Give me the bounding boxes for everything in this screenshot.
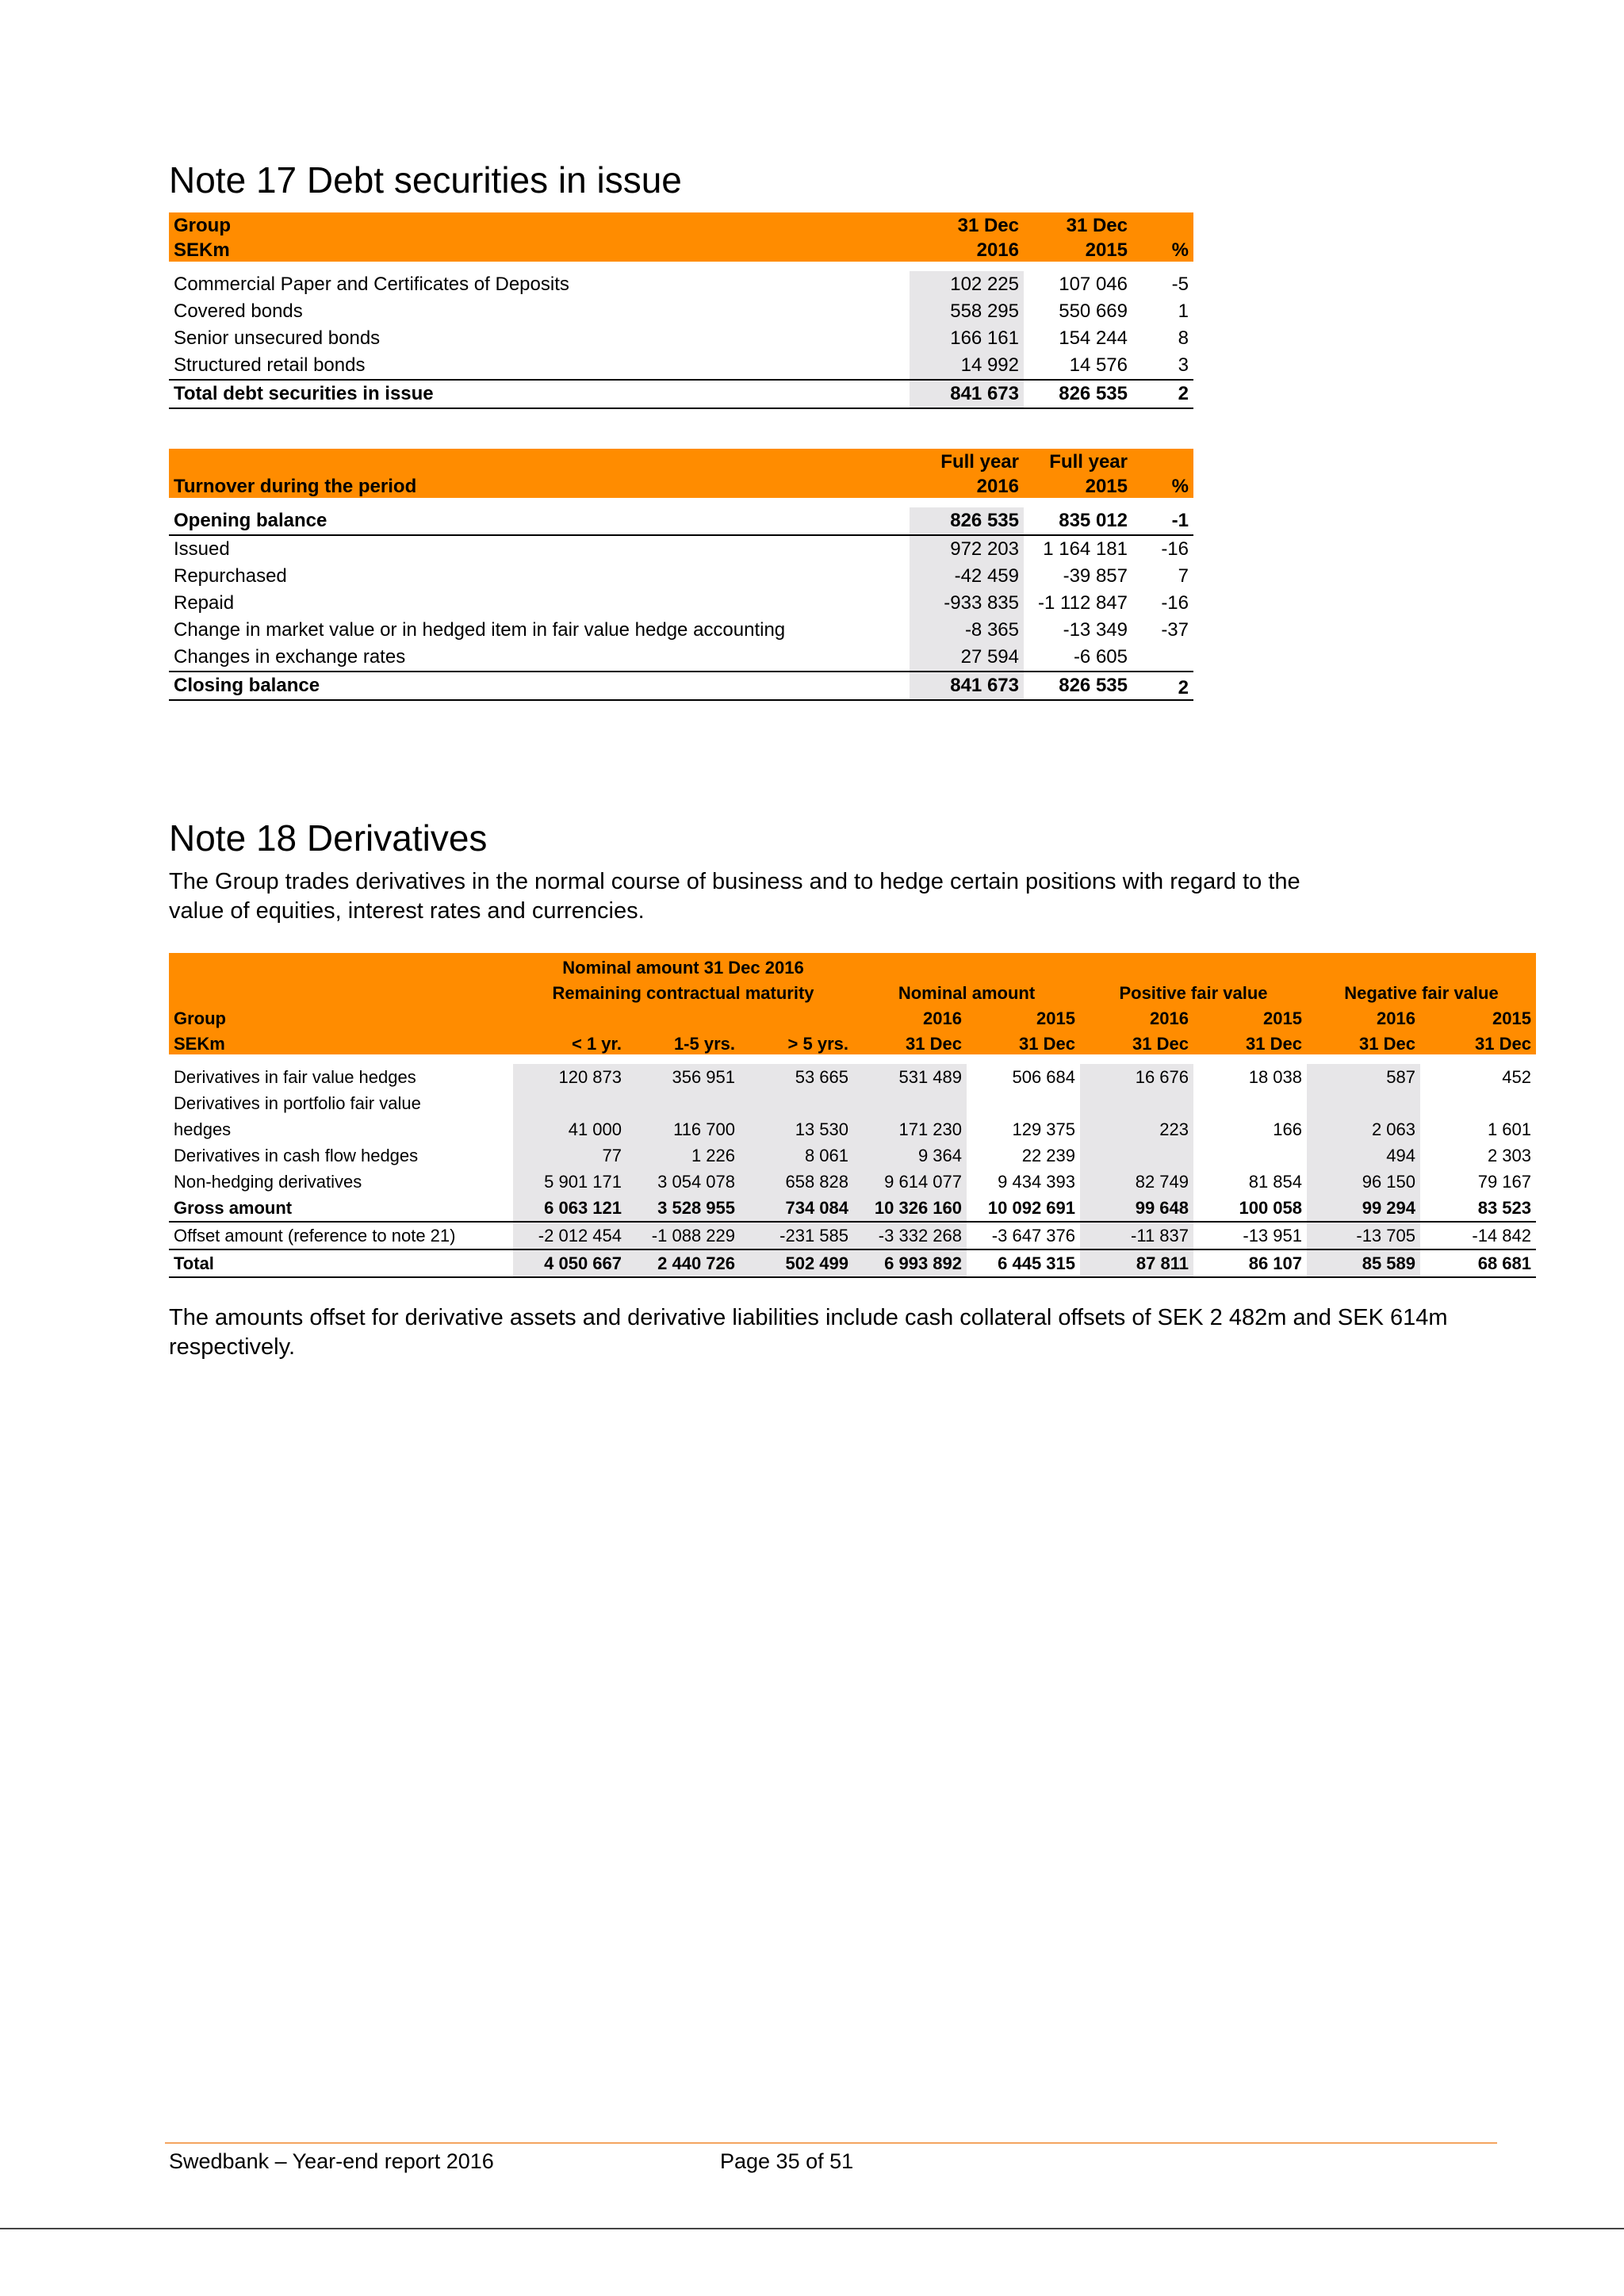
cell-2016: 166 161 <box>910 325 1024 352</box>
cell: 85 589 <box>1307 1249 1420 1277</box>
cell: 494 <box>1307 1142 1420 1169</box>
header-31dec: 31 Dec <box>853 1029 967 1054</box>
cell <box>1420 1090 1536 1116</box>
cell-pct: 2 <box>1132 380 1193 408</box>
cell-2015: -1 112 847 <box>1038 592 1128 614</box>
cell: 16 676 <box>1080 1064 1193 1090</box>
cell-pct <box>1132 644 1193 672</box>
header-1-5yrs: 1-5 yrs. <box>626 1029 740 1054</box>
total-row <box>169 380 1193 408</box>
footer-divider <box>165 2142 1497 2144</box>
cell: 6 993 892 <box>853 1249 967 1277</box>
cell-2016: 102 225 <box>910 271 1024 298</box>
row-label: Change in market value or in hedged item in fair value hedge accounting <box>174 619 786 641</box>
cell: 223 <box>1080 1116 1193 1142</box>
row-label: Derivatives in cash flow hedges <box>174 1145 419 1165</box>
cell: 1 601 <box>1487 1119 1531 1139</box>
cell <box>1193 1142 1307 1169</box>
cell: 116 700 <box>626 1116 740 1142</box>
header-positive-fair-value: Positive fair value <box>1080 978 1307 1004</box>
table-row <box>169 590 1193 617</box>
cell: 81 854 <box>1248 1171 1302 1192</box>
table-row <box>169 298 1193 325</box>
header-year: 2015 <box>1420 1004 1536 1029</box>
row-label: Total debt securities in issue <box>169 380 910 408</box>
cell: 2 063 <box>1307 1116 1420 1142</box>
page-number: Page 35 of 51 <box>720 2149 854 2173</box>
cell: 86 107 <box>1193 1249 1307 1277</box>
header-year: 2016 <box>1080 1004 1193 1029</box>
cell: 10 092 691 <box>987 1197 1075 1218</box>
note18-title: Note 18 Derivatives <box>169 817 488 859</box>
cell-2016: 972 203 <box>910 535 1024 563</box>
table-row <box>169 1090 1536 1116</box>
header-31dec-2016: 31 Dec <box>910 212 1024 237</box>
cell: 82 749 <box>1080 1169 1193 1195</box>
cell <box>1193 1090 1307 1116</box>
cell: 129 375 <box>1012 1119 1075 1139</box>
cell-2015: 154 244 <box>1059 327 1128 349</box>
cell: -3 647 376 <box>967 1222 1080 1249</box>
cell-pct: 1 <box>1178 300 1189 322</box>
row-label: Changes in exchange rates <box>174 646 406 668</box>
cell: -231 585 <box>740 1222 853 1249</box>
cell: 68 681 <box>1420 1249 1536 1277</box>
cell-2016: 826 535 <box>910 507 1024 535</box>
cell: 53 665 <box>740 1064 853 1090</box>
cell-2016: 14 992 <box>910 352 1024 380</box>
header-31dec: 31 Dec <box>1420 1029 1536 1054</box>
note17-title: Note 17 Debt securities in issue <box>169 159 682 201</box>
cell: 3 528 955 <box>626 1195 740 1222</box>
row-label: Senior unsecured bonds <box>174 327 381 349</box>
cell-2015: 826 535 <box>1024 380 1132 408</box>
table-row <box>169 535 1193 563</box>
cell: 9 364 <box>853 1142 967 1169</box>
cell-2015: 826 535 <box>1024 672 1132 700</box>
row-label: hedges <box>174 1119 232 1139</box>
header-group: Group <box>169 212 910 237</box>
cell: 531 489 <box>853 1064 967 1090</box>
cell: 8 061 <box>740 1142 853 1169</box>
cell <box>1307 1090 1420 1116</box>
cell-2015: 835 012 <box>1024 507 1132 535</box>
header-nominal-amount: Nominal amount <box>853 978 1080 1004</box>
cell: 5 901 171 <box>513 1169 626 1195</box>
header-year: 2015 <box>967 1004 1080 1029</box>
page-bottom-divider <box>0 2228 1624 2229</box>
cell: 96 150 <box>1307 1169 1420 1195</box>
cell <box>853 1090 967 1116</box>
cell-2016: 558 295 <box>910 298 1024 325</box>
cell: 10 326 160 <box>853 1195 967 1222</box>
cell: 77 <box>513 1142 626 1169</box>
cell: 502 499 <box>740 1249 853 1277</box>
cell: -3 332 268 <box>853 1222 967 1249</box>
cell: 100 058 <box>1239 1197 1302 1218</box>
cell-pct: -1 <box>1132 507 1193 535</box>
header-31dec: 31 Dec <box>967 1029 1080 1054</box>
header-group: Group <box>169 1004 513 1029</box>
table-header-row <box>169 212 1193 237</box>
cell-2016: 841 673 <box>910 380 1024 408</box>
cell: 9 614 077 <box>853 1169 967 1195</box>
cell-2015: -13 349 <box>1063 619 1128 641</box>
cell-2015: -39 857 <box>1063 565 1128 587</box>
cell: 1 226 <box>626 1142 740 1169</box>
header-remaining-maturity: Remaining contractual maturity <box>513 978 853 1004</box>
header-sekm: SEKm <box>169 1029 513 1054</box>
header-year-2016: 2016 <box>910 237 1024 262</box>
cell <box>1080 1142 1193 1169</box>
cell-pct: 3 <box>1178 354 1189 376</box>
table-header-row <box>169 449 1193 473</box>
cell: 9 434 393 <box>998 1171 1075 1192</box>
header-year: 2016 <box>853 1004 967 1029</box>
cell: -13 951 <box>1193 1222 1307 1249</box>
row-label: Covered bonds <box>174 300 303 322</box>
cell: 4 050 667 <box>513 1249 626 1277</box>
table-header-row <box>169 978 1536 1004</box>
cell: 99 648 <box>1080 1195 1193 1222</box>
cell-pct: 7 <box>1178 565 1189 587</box>
header-year: 2016 <box>1307 1004 1420 1029</box>
header-negative-fair-value: Negative fair value <box>1307 978 1536 1004</box>
row-label: Issued <box>174 538 230 560</box>
cell-2016: 27 594 <box>910 644 1024 672</box>
cell-pct: -5 <box>1171 274 1189 295</box>
header-percent: % <box>1132 473 1193 498</box>
cell: 356 951 <box>626 1064 740 1090</box>
header-nominal-2016: Nominal amount 31 Dec 2016 <box>513 953 853 978</box>
table-row <box>169 352 1193 380</box>
cell-2015: 550 669 <box>1059 300 1128 322</box>
row-label: Commercial Paper and Certificates of Deposits <box>174 274 569 295</box>
cell-2016: -933 835 <box>910 590 1024 617</box>
offset-amount-row <box>169 1222 1536 1249</box>
table-row <box>169 271 1193 298</box>
header-full-year-2015: Full year <box>1024 449 1132 473</box>
cell <box>513 1090 626 1116</box>
table-row <box>169 617 1193 644</box>
cell-2015: 107 046 <box>1059 274 1128 295</box>
header-year: 2015 <box>1193 1004 1307 1029</box>
cell: 99 294 <box>1307 1195 1420 1222</box>
cell: -2 012 454 <box>513 1222 626 1249</box>
footer-title: Swedbank – Year-end report 2016 <box>169 2149 494 2173</box>
row-label: Offset amount (reference to note 21) <box>169 1222 513 1249</box>
cell-pct: -16 <box>1161 538 1189 560</box>
row-label: Total <box>169 1249 513 1277</box>
row-label: Non-hedging derivatives <box>174 1171 362 1192</box>
cell-pct: -16 <box>1161 592 1189 614</box>
cell: 734 084 <box>740 1195 853 1222</box>
table-header-row <box>169 1029 1536 1054</box>
cell: -14 842 <box>1420 1222 1536 1249</box>
table-row <box>169 1116 1536 1142</box>
cell: 22 239 <box>1021 1145 1075 1165</box>
cell-2015: -6 605 <box>1073 646 1128 668</box>
header-year-2015: 2015 <box>1024 237 1132 262</box>
debt-securities-table <box>169 212 1193 409</box>
row-label: Gross amount <box>174 1197 293 1218</box>
cell: 6 063 121 <box>513 1195 626 1222</box>
cell: 506 684 <box>1012 1066 1075 1087</box>
header-turnover: Turnover during the period <box>169 473 910 498</box>
cell-2016: -42 459 <box>910 563 1024 590</box>
cell: 18 038 <box>1248 1066 1302 1087</box>
table-header-row <box>169 473 1193 498</box>
cell-2016: -8 365 <box>910 617 1024 644</box>
table-row <box>169 1142 1536 1169</box>
header-31dec: 31 Dec <box>1307 1029 1420 1054</box>
header-gt5yrs: > 5 yrs. <box>740 1029 853 1054</box>
row-label: Repurchased <box>174 565 287 587</box>
cell: 79 167 <box>1477 1171 1531 1192</box>
turnover-table <box>169 449 1193 701</box>
header-year-2015: 2015 <box>1024 473 1132 498</box>
cell: 452 <box>1502 1066 1531 1087</box>
table-row <box>169 1064 1536 1090</box>
cell: 587 <box>1307 1064 1420 1090</box>
cell: 13 530 <box>740 1116 853 1142</box>
cell-pct: 2 <box>1132 672 1193 700</box>
cell-2015: 1 164 181 <box>1043 538 1128 560</box>
cell: 6 445 315 <box>967 1249 1080 1277</box>
cell: 166 <box>1273 1119 1302 1139</box>
note18-footnote: The amounts offset for derivative assets and derivative liabilities include cash collateral offsets of SEK 2 482m and SEK 614m respectively. <box>169 1305 1448 1360</box>
total-row <box>169 1249 1536 1277</box>
cell: 2 440 726 <box>626 1249 740 1277</box>
row-label: Repaid <box>174 592 235 614</box>
cell-pct: -37 <box>1161 619 1189 641</box>
row-label: Structured retail bonds <box>174 354 366 376</box>
cell <box>626 1090 740 1116</box>
cell: 41 000 <box>513 1116 626 1142</box>
cell: -1 088 229 <box>626 1222 740 1249</box>
table-row <box>169 644 1193 672</box>
cell-2016: 841 673 <box>910 672 1024 700</box>
header-31dec: 31 Dec <box>1080 1029 1193 1054</box>
table-header-row <box>169 1004 1536 1029</box>
cell-2015: 14 576 <box>1069 354 1128 376</box>
closing-balance-row <box>169 672 1193 700</box>
gross-amount-row <box>169 1195 1536 1222</box>
row-label: Derivatives in portfolio fair value <box>174 1093 421 1113</box>
derivatives-table <box>169 953 1536 1278</box>
row-label: Closing balance <box>169 672 910 700</box>
header-31dec-2015: 31 Dec <box>1024 212 1132 237</box>
row-label: Derivatives in fair value hedges <box>174 1066 416 1087</box>
table-row <box>169 325 1193 352</box>
cell <box>740 1090 853 1116</box>
opening-balance-row <box>169 507 1193 535</box>
table-row <box>169 1169 1536 1195</box>
cell: -13 705 <box>1307 1222 1420 1249</box>
cell-pct: 8 <box>1178 327 1189 349</box>
header-year-2016: 2016 <box>910 473 1024 498</box>
cell: -11 837 <box>1080 1222 1193 1249</box>
table-row <box>169 563 1193 590</box>
cell: 171 230 <box>853 1116 967 1142</box>
cell <box>967 1090 1080 1116</box>
header-31dec: 31 Dec <box>1193 1029 1307 1054</box>
cell: 658 828 <box>740 1169 853 1195</box>
header-percent: % <box>1132 237 1193 262</box>
cell: 2 303 <box>1487 1145 1531 1165</box>
cell <box>1080 1090 1193 1116</box>
table-header-row <box>169 953 1536 978</box>
header-sekm: SEKm <box>169 237 910 262</box>
cell: 3 054 078 <box>626 1169 740 1195</box>
header-full-year-2016: Full year <box>910 449 1024 473</box>
table-header-row <box>169 237 1193 262</box>
cell: 120 873 <box>513 1064 626 1090</box>
note18-intro: The Group trades derivatives in the normal course of business and to hedge certain positions with regard to the value of equities, interest rates and currencies. <box>169 869 1300 924</box>
cell: 83 523 <box>1477 1197 1531 1218</box>
cell: 87 811 <box>1080 1249 1193 1277</box>
row-label: Opening balance <box>169 507 910 535</box>
header-lt1yr: < 1 yr. <box>513 1029 626 1054</box>
